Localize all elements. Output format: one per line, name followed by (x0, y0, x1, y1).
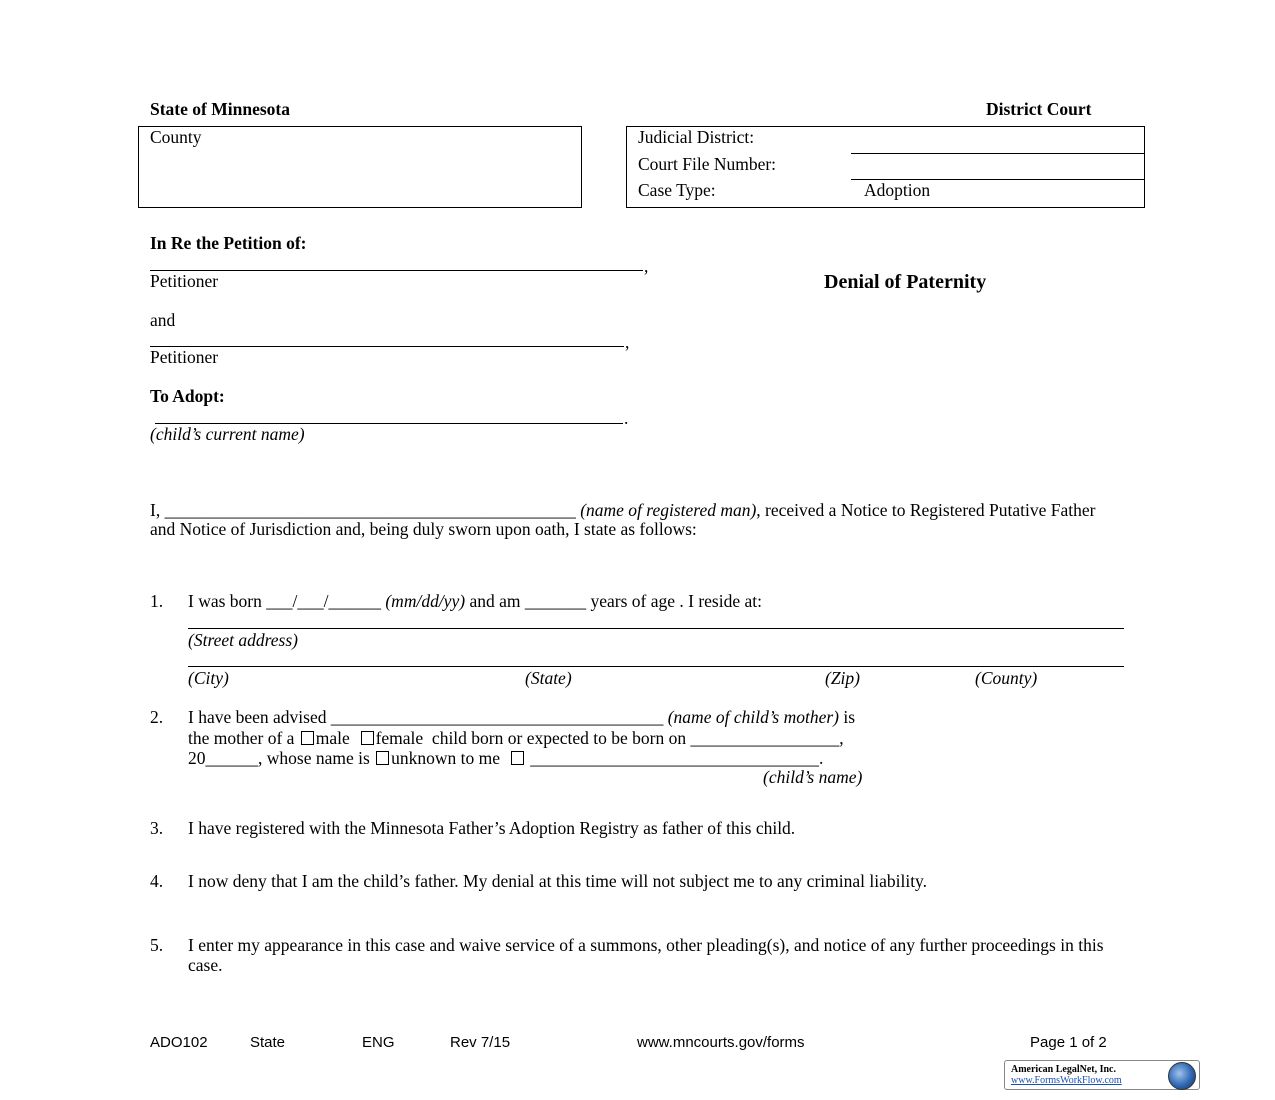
item-4-number: 4. (150, 871, 164, 891)
city-label: (City) (188, 668, 229, 688)
county-label: County (150, 127, 202, 147)
in-re-heading: In Re the Petition of: (150, 233, 307, 253)
item-5-text: I enter my appearance in this case and waive service of a summons, other pleading(s), and notice of any further proceedings in this case. (188, 935, 1104, 975)
female-checkbox[interactable] (361, 731, 374, 745)
age-residence-text[interactable]: and am _______ years of age . I reside at: (469, 591, 762, 611)
street-address-label: (Street address) (188, 630, 298, 650)
forms-workflow-badge[interactable] (1004, 1060, 1200, 1090)
judicial-district-field[interactable] (851, 153, 1144, 154)
intro-prefix[interactable]: I, _______________________________________________ (150, 500, 576, 520)
intro-rest: , received a Notice to Registered Putative Father and Notice of Jurisdiction and, being duly sworn upon oath, I state as follows: (150, 500, 1096, 539)
state-label: (State) (525, 668, 572, 688)
petitioner1-comma: , (644, 256, 649, 276)
item-4-text: I now deny that I am the child’s father. My denial at this time will not subject me to any criminal liability. (188, 871, 928, 891)
unknown-label: unknown to me (391, 748, 501, 768)
intro-paragraph (150, 501, 1125, 539)
case-type-label: Case Type: (638, 180, 716, 200)
badge-url[interactable]: www.FormsWorkFlow.com (1011, 1075, 1122, 1086)
child-name-checkbox[interactable] (511, 751, 524, 765)
mother-name-hint: (name of child’s mother) (667, 707, 839, 727)
document-title: Denial of Paternity (824, 271, 987, 293)
item-3-number: 3. (150, 818, 164, 838)
item-4 (150, 872, 1125, 892)
item-3 (150, 819, 1125, 839)
to-adopt-heading: To Adopt: (150, 386, 225, 406)
item-1-number: 1. (150, 591, 164, 611)
page-number: Page 1 of 2 (1030, 1034, 1107, 1051)
petitioner1-name-line[interactable] (150, 270, 643, 271)
zip-label: (Zip) (825, 668, 860, 688)
case-type-value: Adoption (864, 180, 931, 200)
birth-date-field[interactable]: I was born ___/___/______ (188, 591, 381, 611)
item-3-text: I have registered with the Minnesota Father’s Adoption Registry as father of this child. (188, 818, 796, 838)
form-id: ADO102 (150, 1034, 208, 1051)
birth-date-expected-field[interactable]: child born or expected to be born on _________________, (431, 727, 844, 748)
globe-icon (1168, 1062, 1196, 1090)
form-jurisdiction: State (250, 1034, 286, 1051)
male-checkbox[interactable] (301, 731, 314, 745)
date-format-hint: (mm/dd/yy) (385, 591, 466, 611)
state-heading: State of Minnesota (150, 99, 290, 119)
mother-name-field[interactable]: I have been advised ______________________________________ (188, 707, 664, 727)
petitioner2-label: Petitioner (150, 347, 219, 367)
item-2-number: 2. (150, 707, 164, 727)
female-label: female (375, 727, 424, 748)
petitioner1-label: Petitioner (150, 271, 219, 291)
child-name-hint: (child’s name) (763, 767, 863, 787)
form-language: ENG (362, 1034, 395, 1051)
judicial-district-label: Judicial District: (638, 127, 755, 147)
item-2-line2-start: the mother of a (188, 727, 295, 748)
item-5-number: 5. (150, 935, 164, 955)
child-name-period: . (624, 408, 629, 428)
county-field-label: (County) (975, 668, 1038, 688)
birth-year-field[interactable]: 20______, whose name is (188, 748, 370, 768)
city-state-zip-line[interactable] (188, 666, 1124, 667)
case-info-box (626, 126, 1145, 208)
item-1 (150, 592, 1125, 612)
form-revision: Rev 7/15 (450, 1034, 511, 1051)
child-current-name-label: (child’s current name) (150, 424, 305, 444)
county-box (138, 126, 582, 208)
child-name-field[interactable]: _________________________________. (530, 748, 824, 768)
badge-company: American LegalNet, Inc. (1011, 1064, 1116, 1075)
petitioner2-comma: , (625, 332, 630, 352)
unknown-checkbox[interactable] (376, 751, 389, 765)
item-5 (150, 936, 1125, 975)
court-file-number-label: Court File Number: (638, 154, 777, 174)
street-address-line[interactable] (188, 628, 1124, 629)
male-label: male (315, 727, 350, 748)
petitioner2-name-line[interactable] (150, 346, 624, 347)
forms-website: www.mncourts.gov/forms (637, 1034, 805, 1051)
item-2-is: is (843, 707, 856, 727)
and-label: and (150, 310, 176, 330)
item-2 (150, 707, 1125, 769)
registered-man-hint: (name of registered man) (580, 500, 757, 520)
court-heading: District Court (986, 99, 1092, 119)
